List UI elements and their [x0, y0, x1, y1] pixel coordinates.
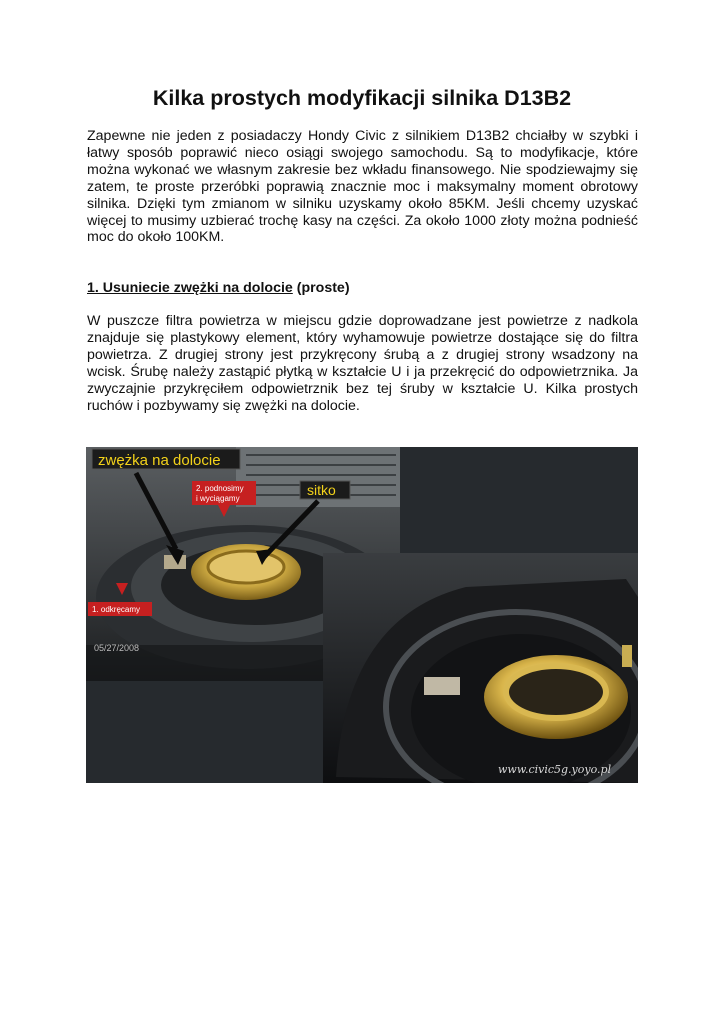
section-body: W puszcze filtra powietrza w miejscu gdzie doprowadzane jest powietrze z nadkola znajduje się plastykowy element, który wyhamowuje powietrze dostające się do filtra powietrza. Z drugiej strony jest przykręcony śrubą a z drugiej strony wsadzony na wcisk. Śrubę należy zastąpić płytką w kształcie U i ja przekręcić do odpowietrznika. Ja zwyczajnie przykręciłem odpowietrznik bez tej śruby w kształcie U. Kilka prostych ruchów i pozbywamy się zwężki na dolocie.: [87, 313, 638, 414]
label-step1: [88, 602, 152, 616]
section-heading: [87, 280, 350, 296]
label-step1-text: 1. odkręcamy: [92, 605, 141, 614]
section-heading-underlined: 1. Usuniecie zwężki na dolocie: [87, 280, 293, 296]
label-step2-line1: 2. podnosimy: [196, 484, 244, 493]
engine-photo: [86, 447, 638, 783]
date-stamp: 05/27/2008: [94, 643, 140, 653]
label-step2: [192, 481, 256, 505]
label-zwezka: [92, 449, 240, 469]
label-sitko-text: sitko: [307, 482, 336, 498]
photo-right: [323, 553, 638, 783]
watermark: www.civic5g.yoyo.pl: [498, 763, 612, 776]
section-heading-suffix: (proste): [292, 280, 350, 296]
page-title: Kilka prostych modyfikacji silnika D13B2: [152, 86, 572, 110]
intro-paragraph: Zapewne nie jeden z posiadaczy Hondy Civic z silnikiem D13B2 chciałby w szybki i łatwy sposób poprawić nieco osiągi swojego samochodu. Są to modyfikacje, które można wykonać we własnym zakresie bez wkładu finansowego. Nie spodziewajmy się zatem, te proste przeróbki poprawią znacznie moc i maksymalny moment obrotowy silnika. Dzięki tym zmianom w silniku uzyskamy około 85KM. Jeśli chcemy uzyskać więcej to musimy uzbierać trochę kasy na części. Za około 1000 złoty można podnieść moc do około 100KM.: [87, 128, 638, 246]
label-zwezka-text: zwężka na dolocie: [98, 452, 221, 469]
label-step2-line2: i wyciągamy: [196, 494, 240, 503]
label-sitko: [300, 481, 350, 499]
